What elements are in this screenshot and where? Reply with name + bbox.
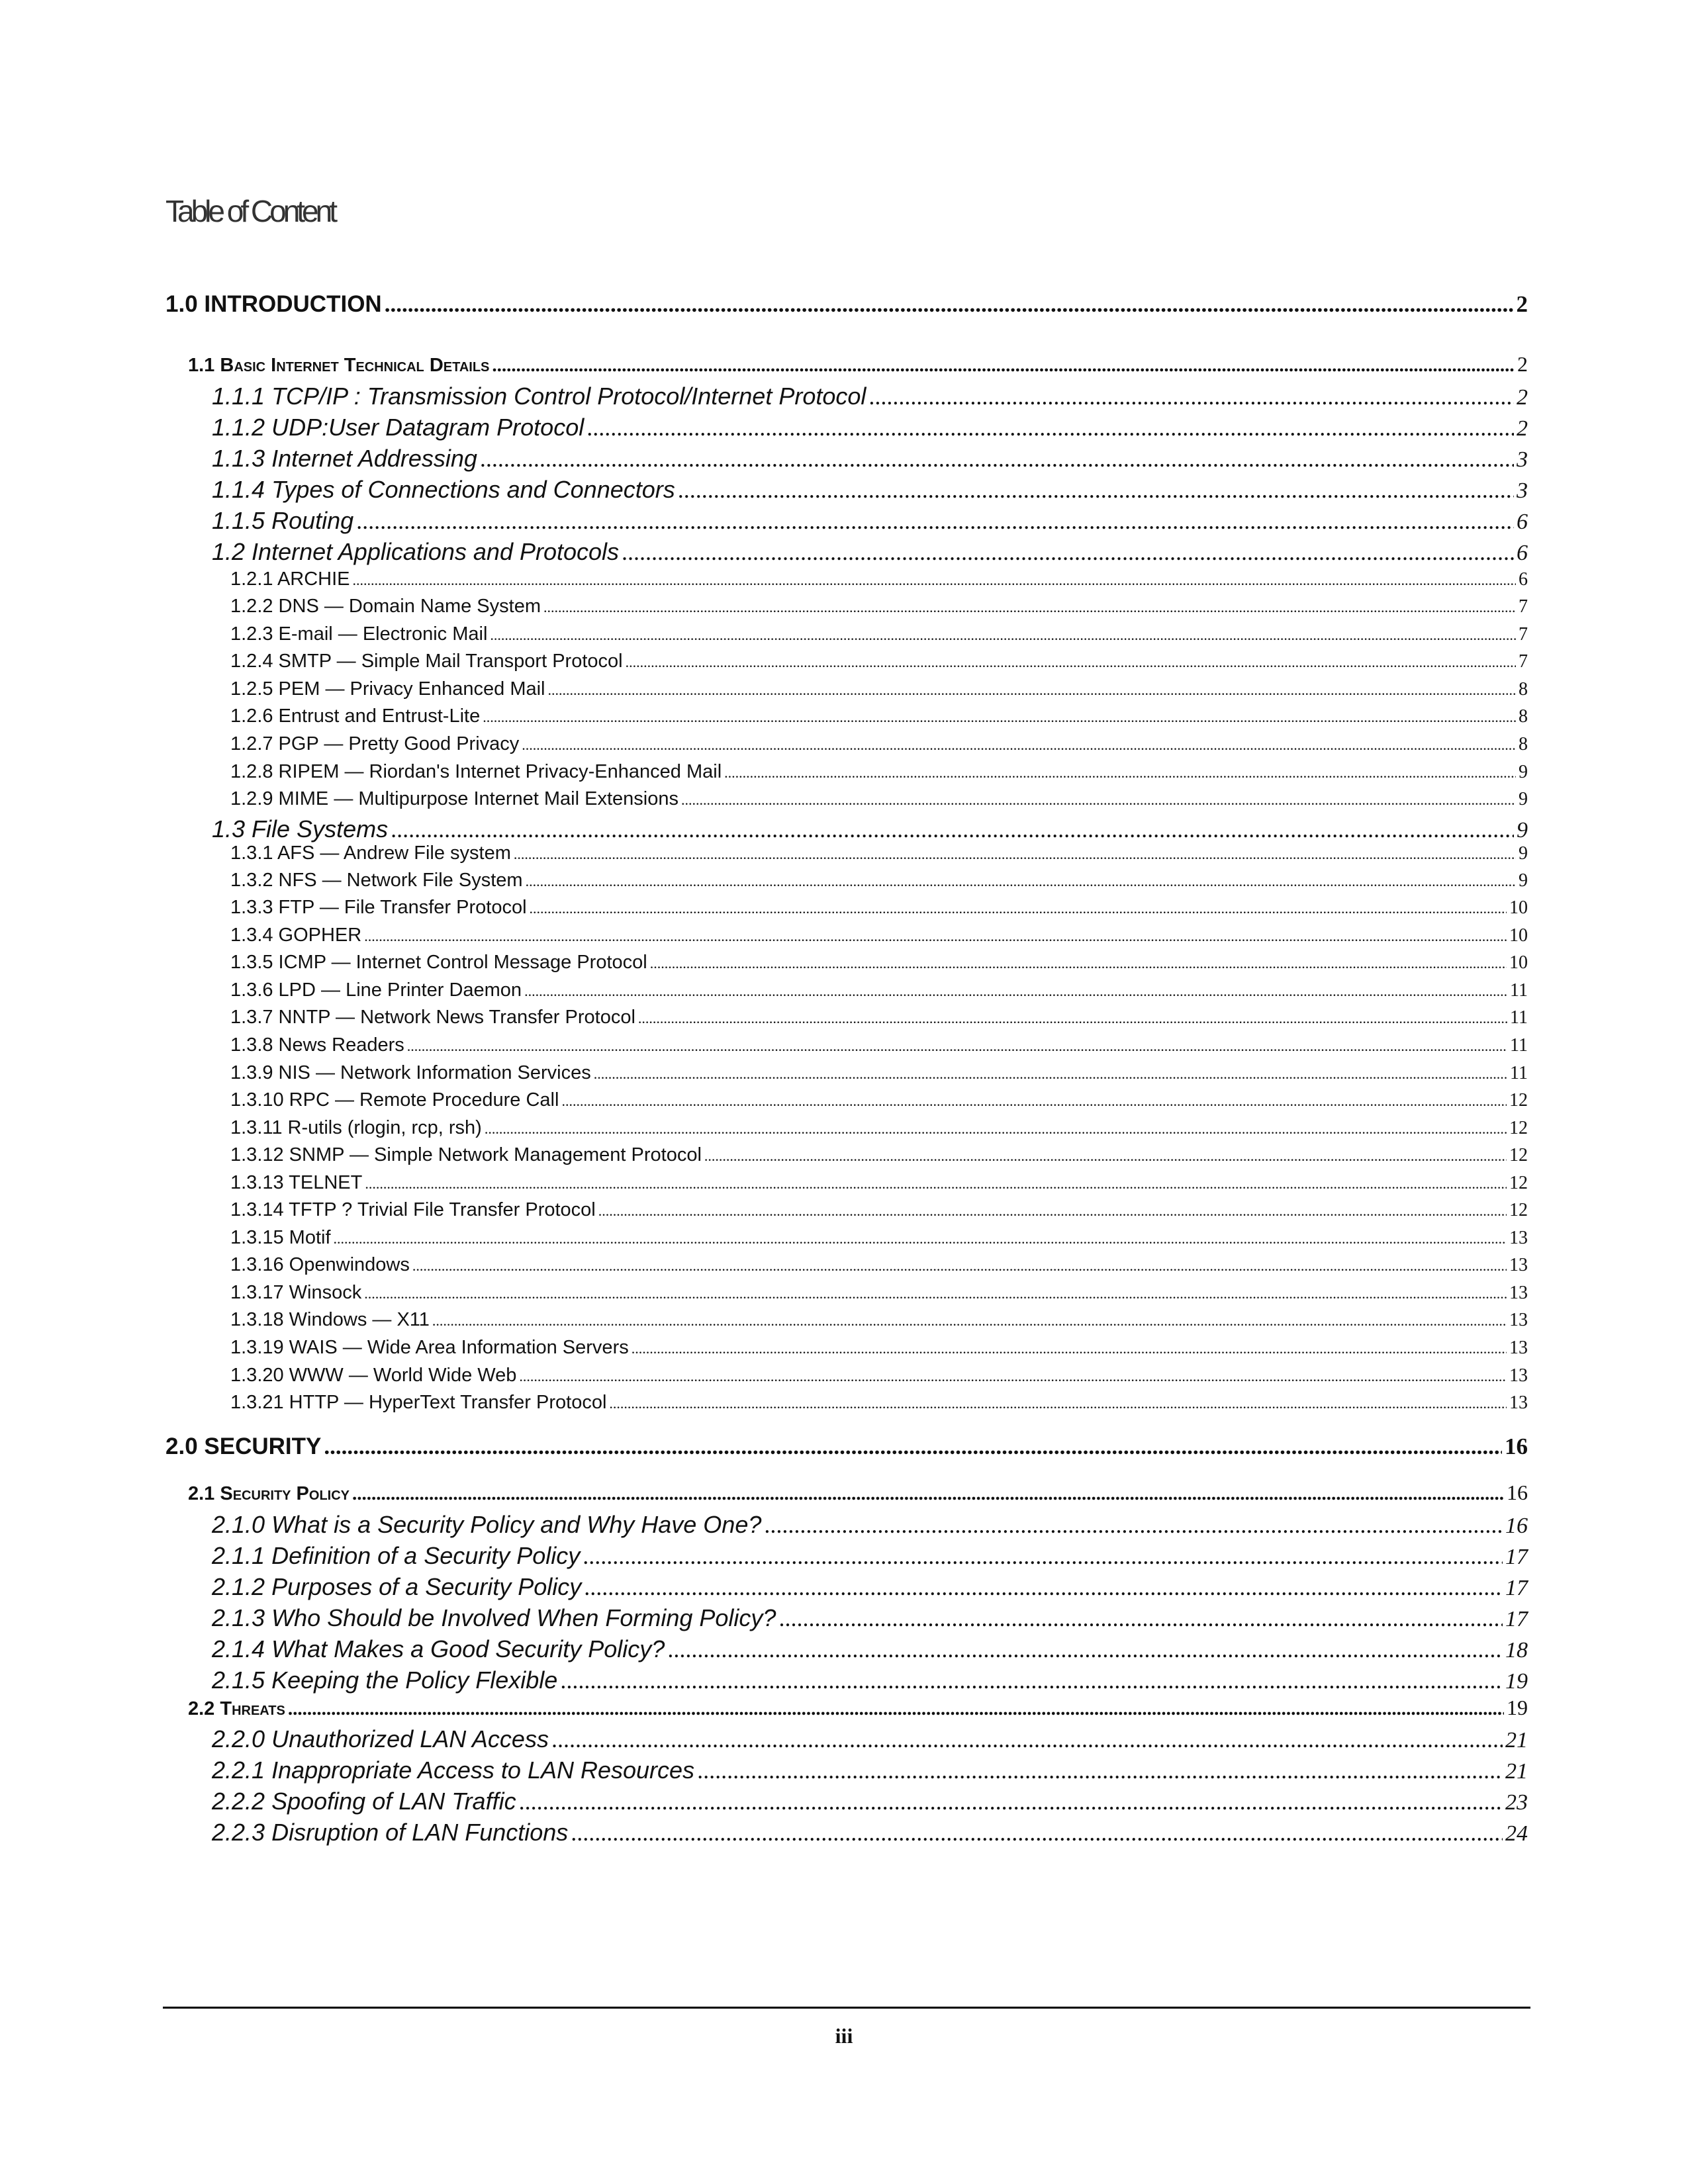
dot-leader — [364, 1285, 1507, 1302]
toc-entry-page: 9 — [1517, 818, 1528, 842]
toc-entry-page: 6 — [1517, 541, 1528, 565]
dot-leader — [681, 792, 1516, 809]
toc-entry-page: 13 — [1509, 1255, 1528, 1275]
dot-leader — [697, 1756, 1503, 1784]
toc-entry-page: 8 — [1519, 734, 1528, 754]
dot-leader — [584, 1573, 1503, 1601]
toc-entry[interactable] — [165, 1062, 1528, 1084]
toc-entry[interactable] — [165, 815, 1528, 843]
dot-leader — [385, 291, 1514, 318]
toc-entry-page: 9 — [1519, 870, 1528, 891]
toc-entry-title: 2.1.4 What Makes a Good Security Policy? — [212, 1635, 665, 1662]
toc-entry-page: 16 — [1505, 1433, 1528, 1459]
toc-entry-title: 1.3.9 NIS — Network Information Services — [230, 1062, 591, 1083]
toc-entry-page: 10 — [1509, 952, 1528, 973]
dot-leader — [586, 414, 1514, 441]
toc-entry-title: 1.1.1 TCP/IP : Transmission Control Protocol/Internet Protocol — [212, 383, 867, 410]
toc-entry[interactable] — [165, 1666, 1528, 1694]
dot-leader — [594, 1066, 1507, 1083]
dot-leader — [514, 846, 1516, 863]
toc-entry-title: 2.2.3 Disruption of LAN Functions — [212, 1819, 569, 1846]
toc-entry[interactable] — [165, 1365, 1528, 1387]
toc-entry-title: 1.2.9 MIME — Multipurpose Internet Mail Extensions — [230, 788, 679, 809]
toc-entry[interactable] — [165, 476, 1528, 504]
dot-leader — [530, 900, 1507, 917]
toc-entry[interactable] — [165, 761, 1528, 783]
toc-entry[interactable] — [165, 979, 1528, 1001]
dot-leader — [432, 1312, 1507, 1330]
toc-entry[interactable] — [165, 1725, 1528, 1753]
toc-entry[interactable] — [165, 1227, 1528, 1249]
toc-entry-page: 17 — [1505, 1576, 1528, 1600]
toc-entry-page: 2 — [1517, 385, 1528, 410]
toc-entry-title: 1.3.5 ICMP — Internet Control Message Protocol — [230, 952, 647, 973]
dot-leader — [650, 955, 1507, 972]
toc-entry[interactable] — [165, 383, 1528, 410]
dot-leader — [609, 1395, 1507, 1412]
toc-entry-title: 1.3.6 LPD — Line Printer Daemon — [230, 979, 522, 1001]
toc-entry-page: 17 — [1505, 1607, 1528, 1631]
toc-entry-title: 2.1.0 What is a Security Policy and Why Have One? — [212, 1511, 762, 1538]
dot-leader — [365, 1175, 1507, 1193]
toc-entry-page: 11 — [1510, 980, 1528, 1001]
toc-entry-page: 6 — [1519, 569, 1528, 590]
toc-entry[interactable] — [165, 623, 1528, 645]
toc-entry-page: 11 — [1510, 1035, 1528, 1056]
dot-leader — [667, 1635, 1503, 1663]
toc-entry[interactable] — [165, 1117, 1528, 1139]
toc-entry-page: 21 — [1505, 1728, 1528, 1752]
toc-entry-title: 2.1.5 Keeping the Policy Flexible — [212, 1666, 558, 1694]
dot-leader — [561, 1093, 1507, 1110]
dot-leader — [632, 1340, 1507, 1357]
toc-entry[interactable] — [165, 1034, 1528, 1056]
toc-entry[interactable] — [165, 596, 1528, 617]
toc-entry-page: 19 — [1505, 1669, 1528, 1694]
toc-entry-title: 2.2 Threats — [188, 1698, 285, 1719]
toc-entry-page: 9 — [1519, 843, 1528, 864]
toc-entry[interactable] — [165, 1604, 1528, 1632]
toc-entry-title: 1.2.8 RIPEM — Riordan's Internet Privacy-Enhanced Mail — [230, 761, 722, 782]
toc-entry[interactable] — [165, 870, 1528, 891]
toc-entry[interactable] — [165, 507, 1528, 535]
toc-entry-title: 1.1.5 Routing — [212, 507, 354, 534]
toc-entry-title: 1.3.19 WAIS — Wide Area Information Servers — [230, 1337, 629, 1358]
toc-entry-page: 19 — [1507, 1696, 1528, 1719]
toc-entry-title: 1.3.12 SNMP — Simple Network Management Protocol — [230, 1144, 702, 1165]
dot-leader — [626, 654, 1516, 671]
toc-entry[interactable] — [165, 1433, 1528, 1460]
toc-entry-title: 1.1.3 Internet Addressing — [212, 445, 477, 472]
toc-entry-page: 9 — [1519, 762, 1528, 782]
toc-entry-page: 12 — [1509, 1200, 1528, 1220]
toc-entry-page: 16 — [1507, 1480, 1528, 1504]
dot-leader — [526, 873, 1516, 890]
toc-entry-title: 1.2.4 SMTP — Simple Mail Transport Protocol — [230, 651, 623, 672]
dot-leader — [334, 1230, 1507, 1248]
dot-leader — [522, 737, 1516, 754]
toc-entry-title: 1.3.4 GOPHER — [230, 925, 362, 946]
toc-entry[interactable] — [165, 952, 1528, 974]
dot-leader — [622, 538, 1514, 566]
toc-entry-title: 1.2.6 Entrust and Entrust-Lite — [230, 705, 481, 727]
dot-leader — [353, 572, 1516, 589]
toc-entry[interactable] — [165, 1144, 1528, 1166]
toc-entry-page: 12 — [1509, 1173, 1528, 1193]
toc-entry-page: 7 — [1519, 624, 1528, 645]
toc-entry-page: 12 — [1509, 1090, 1528, 1111]
toc-entry-page: 2 — [1517, 352, 1528, 376]
toc-entry-title: 1.0 INTRODUCTION — [165, 291, 382, 317]
toc-entry[interactable] — [165, 897, 1528, 919]
toc-entry-page: 13 — [1509, 1338, 1528, 1358]
toc-entry-title: 1.3.10 RPC — Remote Procedure Call — [230, 1089, 559, 1111]
toc-entry[interactable] — [165, 1172, 1528, 1194]
toc-entry[interactable] — [165, 1511, 1528, 1539]
toc-entry[interactable] — [165, 705, 1528, 727]
toc-entry[interactable] — [165, 1756, 1528, 1784]
toc-entry-title: 1.3.21 HTTP — HyperText Transfer Protocol — [230, 1392, 607, 1413]
toc-entry-page: 12 — [1509, 1118, 1528, 1138]
toc-entry[interactable] — [165, 842, 1528, 864]
toc-entry-title: 1.3.13 TELNET — [230, 1172, 363, 1193]
toc-entry-title: 1.1.4 Types of Connections and Connectors — [212, 476, 675, 503]
toc-entry-title: 2.0 SECURITY — [165, 1433, 322, 1459]
toc-entry-title: 1.2.2 DNS — Domain Name System — [230, 596, 541, 617]
toc-entry-title: 1.2.7 PGP — Pretty Good Privacy — [230, 733, 520, 754]
toc-entry-page: 21 — [1505, 1759, 1528, 1784]
toc-entry-title: 2.2.0 Unauthorized LAN Access — [212, 1725, 549, 1752]
toc-entry-title: 1.3.15 Motif — [230, 1227, 331, 1248]
toc-entry[interactable] — [165, 678, 1528, 700]
toc-entry-page: 8 — [1519, 679, 1528, 700]
toc-entry-page: 3 — [1517, 447, 1528, 472]
toc-entry[interactable] — [165, 651, 1528, 672]
toc-entry-title: 1.3.8 News Readers — [230, 1034, 404, 1056]
dot-leader — [412, 1257, 1507, 1275]
dot-leader — [868, 383, 1514, 410]
dot-leader — [352, 1483, 1504, 1505]
dot-leader — [551, 1725, 1503, 1753]
toc-entry[interactable] — [165, 1337, 1528, 1359]
toc-entry[interactable] — [165, 1254, 1528, 1276]
toc-entry-title: 2.1.1 Definition of a Security Policy — [212, 1542, 581, 1569]
toc-entry-title: 2.1.2 Purposes of a Security Policy — [212, 1573, 582, 1600]
toc-entry-title: 2.2.2 Spoofing of LAN Traffic — [212, 1788, 516, 1815]
dot-leader — [324, 1433, 1502, 1460]
toc-entry-title: 1.3.1 AFS — Andrew File system — [230, 842, 511, 864]
toc-entry-page: 11 — [1510, 1007, 1528, 1028]
toc-entry[interactable] — [165, 1282, 1528, 1304]
toc-entry-page: 10 — [1509, 897, 1528, 918]
toc-entry[interactable] — [165, 925, 1528, 946]
dot-leader — [598, 1203, 1507, 1220]
dot-leader — [480, 445, 1514, 473]
toc-entry-title: 1.3.18 Windows — X11 — [230, 1309, 430, 1330]
dot-leader — [364, 928, 1507, 945]
toc-entry[interactable] — [165, 1635, 1528, 1663]
footer-rule — [163, 2007, 1530, 2009]
toc-entry[interactable] — [165, 538, 1528, 566]
toc-entry[interactable] — [165, 445, 1528, 473]
toc-entry-page: 7 — [1519, 651, 1528, 672]
dot-leader — [485, 1120, 1507, 1138]
toc-entry-page: 18 — [1505, 1638, 1528, 1662]
toc-entry[interactable] — [165, 291, 1528, 318]
toc-entry[interactable] — [165, 1199, 1528, 1221]
toc-entry-title: 1.3.3 FTP — File Transfer Protocol — [230, 897, 527, 918]
toc-entry-page: 12 — [1509, 1145, 1528, 1165]
toc-entry-page: 7 — [1519, 596, 1528, 617]
toc-entry-title: 1.2 Internet Applications and Protocols — [212, 538, 620, 565]
toc-entry[interactable] — [165, 352, 1528, 377]
dot-leader — [519, 1788, 1503, 1815]
dot-leader — [288, 1698, 1504, 1720]
toc-entry[interactable] — [165, 1392, 1528, 1414]
toc-entry[interactable] — [165, 1573, 1528, 1601]
dot-leader — [483, 709, 1516, 726]
toc-entry-page: 2 — [1516, 291, 1528, 317]
toc-entry[interactable] — [165, 1007, 1528, 1028]
toc-entry-page: 16 — [1505, 1514, 1528, 1538]
page-title: Table of Content — [165, 194, 335, 228]
dot-leader — [764, 1511, 1503, 1539]
toc-entry-page: 13 — [1509, 1283, 1528, 1303]
toc-entry-page: 13 — [1509, 1365, 1528, 1386]
toc-entry-title: 1.3.11 R-utils (rlogin, rcp, rsh) — [230, 1117, 482, 1138]
dot-leader — [492, 355, 1515, 377]
toc-entry-page: 3 — [1517, 478, 1528, 503]
toc-entry-page: 17 — [1505, 1545, 1528, 1569]
toc-entry-title: 1.3.14 TFTP ? Trivial File Transfer Protocol — [230, 1199, 596, 1220]
toc-entry[interactable] — [165, 1480, 1528, 1505]
toc-entry[interactable] — [165, 1542, 1528, 1570]
dot-leader — [524, 983, 1507, 1000]
dot-leader — [356, 507, 1514, 535]
toc-entry[interactable] — [165, 569, 1528, 590]
toc-entry-title: 2.1 Security Policy — [188, 1483, 350, 1504]
dot-leader — [678, 476, 1514, 504]
dot-leader — [391, 815, 1514, 843]
toc-entry-page: 8 — [1519, 706, 1528, 727]
dot-leader — [560, 1666, 1503, 1694]
toc-entry-page: 11 — [1510, 1063, 1528, 1083]
dot-leader — [547, 682, 1516, 699]
toc-entry-title: 1.3.20 WWW — World Wide Web — [230, 1365, 517, 1386]
toc-entry-page: 13 — [1509, 1228, 1528, 1248]
toc-entry[interactable] — [165, 733, 1528, 755]
toc-entry-title: 2.1.3 Who Should be Involved When Forming Policy? — [212, 1604, 776, 1631]
dot-leader — [571, 1819, 1503, 1846]
dot-leader — [519, 1368, 1507, 1385]
toc-entry-title: 1.1 Basic Internet Technical Details — [188, 355, 490, 376]
toc-entry[interactable] — [165, 1788, 1528, 1815]
dot-leader — [638, 1010, 1507, 1027]
toc-entry-title: 1.3.17 Winsock — [230, 1282, 362, 1303]
toc-entry-page: 13 — [1509, 1392, 1528, 1413]
dot-leader — [543, 599, 1516, 616]
toc-entry-title: 2.2.1 Inappropriate Access to LAN Resources — [212, 1756, 695, 1784]
toc-entry-title: 1.2.1 ARCHIE — [230, 569, 350, 590]
toc-entry-title: 1.3.16 Openwindows — [230, 1254, 410, 1275]
dot-leader — [704, 1148, 1507, 1165]
dot-leader — [778, 1604, 1503, 1632]
toc-entry-page: 6 — [1517, 510, 1528, 534]
dot-leader — [490, 627, 1516, 644]
toc-entry-page: 24 — [1505, 1821, 1528, 1846]
dot-leader — [407, 1038, 1507, 1055]
toc-entry[interactable] — [165, 1819, 1528, 1846]
page-number: iii — [835, 2024, 853, 2048]
toc-entry-page: 9 — [1519, 789, 1528, 809]
toc-entry-title: 1.3 File Systems — [212, 815, 389, 842]
dot-leader — [724, 764, 1516, 782]
toc-entry-title: 1.2.5 PEM — Privacy Enhanced Mail — [230, 678, 545, 700]
toc-entry[interactable] — [165, 1089, 1528, 1111]
toc-entry-title: 1.2.3 E-mail — Electronic Mail — [230, 623, 488, 645]
toc-entry-title: 1.1.2 UDP:User Datagram Protocol — [212, 414, 585, 441]
toc-entry[interactable] — [165, 414, 1528, 441]
toc-entry-page: 10 — [1509, 925, 1528, 946]
toc-entry-title: 1.3.7 NNTP — Network News Transfer Protocol — [230, 1007, 635, 1028]
toc-entry[interactable] — [165, 1696, 1528, 1720]
toc-entry[interactable] — [165, 1309, 1528, 1331]
toc-entry-page: 2 — [1517, 416, 1528, 441]
toc-entry-title: 1.3.2 NFS — Network File System — [230, 870, 523, 891]
toc-entry-page: 23 — [1505, 1790, 1528, 1815]
toc-entry-page: 13 — [1509, 1310, 1528, 1330]
dot-leader — [583, 1542, 1503, 1570]
toc-entry[interactable] — [165, 788, 1528, 810]
